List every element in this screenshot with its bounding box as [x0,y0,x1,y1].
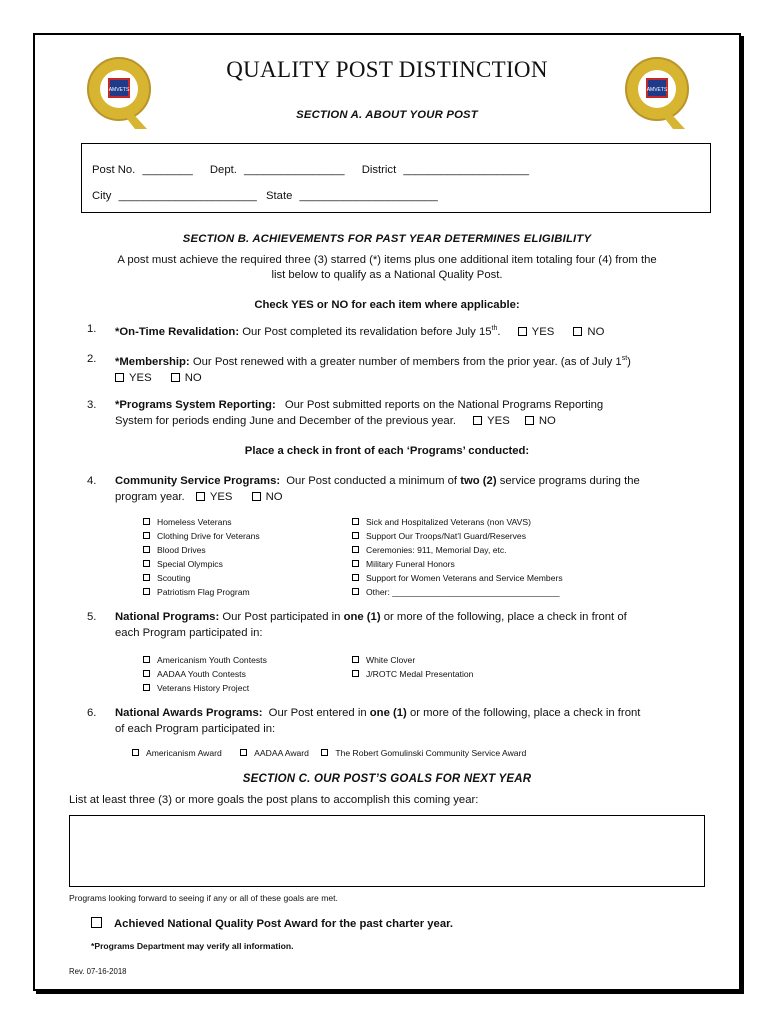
checkbox[interactable] [352,588,359,595]
section-a-heading: SECTION A. ABOUT YOUR POST [296,109,478,121]
item-2-yes[interactable]: YES [115,372,152,384]
list-item[interactable]: J/ROTC Medal Presentation [352,667,473,681]
checkbox[interactable] [573,327,582,336]
list-item[interactable]: Support Our Troops/Nat’l Guard/Reserves [352,529,563,543]
item-3-yes[interactable]: YES [473,415,510,427]
item-3: 3. *Programs System Reporting: Our Post submitted reports on the National Programs Reporting System for periods ending June and December of the previous year. YES NO [87,399,604,427]
post-info-row-2: City ______________________ State ______________________ [92,190,438,202]
item-4: 4. Community Service Programs: Our Post conducted a minimum of two (2) service programs during the program year. YES NO [87,475,640,503]
checkbox[interactable] [143,588,150,595]
list-item[interactable]: Support for Women Veterans and Service Members [352,571,563,585]
section-b-intro-1: A post must achieve the required three (3) starred (*) items plus one additional item totaling four (4) from the [117,254,657,266]
list-item[interactable]: The Robert Gomulinski Community Service Award [321,748,526,758]
list-item[interactable]: Special Olympics [143,557,260,571]
city-field[interactable]: ______________________ [118,190,257,202]
list-item[interactable]: Scouting [143,571,260,585]
checkbox[interactable] [240,749,247,756]
checkbox[interactable] [352,574,359,581]
checkbox[interactable] [352,546,359,553]
state-field[interactable]: ______________________ [299,190,438,202]
checkbox[interactable] [91,917,102,928]
list-item[interactable]: Homeless Veterans [143,515,260,529]
section-c-heading: SECTION C. OUR POST’S GOALS FOR NEXT YEAR [242,773,532,785]
post-no-field[interactable]: ________ [142,164,193,176]
verify-note: *Programs Department may verify all information. [91,941,294,951]
list-item[interactable]: Other: ___________________________________ [352,585,563,599]
post-info-box [81,143,711,213]
achieved-award-row[interactable]: Achieved National Quality Post Award for the past charter year. [91,917,453,930]
goals-instruction: List at least three (3) or more goals the post plans to accomplish this coming year: [69,794,479,806]
item-6: 6. National Awards Programs: Our Post entered in one (1) or more of the following, place a check in front of each Program participated in: [87,707,641,735]
dept-field[interactable]: ________________ [244,164,345,176]
list-item[interactable]: AADAA Award [240,748,309,758]
list-item[interactable]: Blood Drives [143,543,260,557]
list-item[interactable]: Military Funeral Honors [352,557,563,571]
item-1-yes[interactable]: YES [518,326,555,338]
programs-instruction: Place a check in front of each ‘Programs’ conducted: [244,445,530,457]
checkbox[interactable] [252,492,261,501]
checkbox[interactable] [321,749,328,756]
national-programs-right [352,653,473,681]
community-programs-left [143,515,260,599]
list-item[interactable]: Patriotism Flag Program [143,585,260,599]
item-2: 2. *Membership: Our Post renewed with a greater number of members from the prior year. (as of July 1st) YES NO [87,353,631,384]
district-field[interactable]: ____________________ [403,164,530,176]
item-5: 5. National Programs: Our Post participated in one (1) or more of the following, place a check in front of each Program participated in: [87,611,627,639]
checkbox[interactable] [143,670,150,677]
item-3-no[interactable]: NO [525,415,556,427]
checkbox[interactable] [143,684,150,691]
goals-note: Programs looking forward to seeing if any or all of these goals are met. [69,893,338,903]
list-item[interactable]: Americanism Youth Contests [143,653,267,667]
checkbox[interactable] [143,560,150,567]
checkbox[interactable] [143,656,150,663]
item-4-yes[interactable]: YES [196,491,233,503]
revision-date: Rev. 07-16-2018 [69,967,127,976]
checkbox[interactable] [143,574,150,581]
svg-text:AMVETS: AMVETS [108,87,130,93]
list-item[interactable]: White Clover [352,653,473,667]
checkbox[interactable] [132,749,139,756]
checkbox[interactable] [352,518,359,525]
list-item[interactable]: AADAA Youth Contests [143,667,267,681]
checkbox[interactable] [115,373,124,382]
item-1: 1. *On-Time Revalidation: Our Post completed its revalidation before July 15th. YES NO [87,323,605,338]
section-b-intro-2: list below to qualify as a National Quality Post. [271,269,503,281]
goals-textarea[interactable] [69,815,705,887]
post-info-row-1: Post No. ________ Dept. ________________ District ____________________ [92,164,530,176]
checkbox[interactable] [143,532,150,539]
checkbox[interactable] [143,546,150,553]
svg-text:AMVETS: AMVETS [646,87,668,93]
checkbox[interactable] [143,518,150,525]
checkbox[interactable] [196,492,205,501]
checkbox[interactable] [352,670,359,677]
section-b-heading: SECTION B. ACHIEVEMENTS FOR PAST YEAR DETERMINES ELIGIBILITY [182,233,592,245]
list-item[interactable]: Clothing Drive for Veterans [143,529,260,543]
checkbox[interactable] [518,327,527,336]
checkbox[interactable] [352,532,359,539]
form-page [33,33,741,991]
list-item[interactable]: Ceremonies: 911, Memorial Day, etc. [352,543,563,557]
item-1-no[interactable]: NO [573,326,604,338]
list-item[interactable]: Americanism Award [132,748,222,758]
awards-row [132,746,526,760]
list-item[interactable]: Veterans History Project [143,681,267,695]
page-title: QUALITY POST DISTINCTION [226,57,548,82]
check-instruction: Check YES or NO for each item where applicable: [254,299,520,311]
item-2-no[interactable]: NO [171,372,202,384]
checkbox[interactable] [352,656,359,663]
community-programs-right [352,515,563,599]
item-4-no[interactable]: NO [252,491,283,503]
checkbox[interactable] [352,560,359,567]
list-item[interactable]: Sick and Hospitalized Veterans (non VAVS) [352,515,563,529]
checkbox[interactable] [171,373,180,382]
checkbox[interactable] [473,416,482,425]
checkbox[interactable] [525,416,534,425]
national-programs-left [143,653,267,695]
